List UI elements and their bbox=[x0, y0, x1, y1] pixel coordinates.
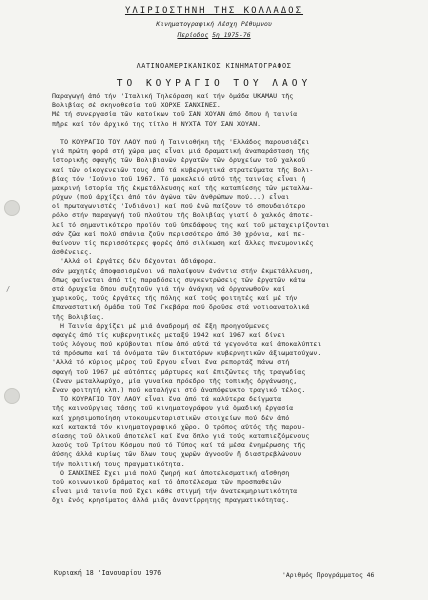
body-line: ὄχι ἑνός κρησίματος ἀλλά μιᾶς ἀναντίρρητης πραγματικότητας. bbox=[52, 496, 290, 505]
body-line: ρόλο στήν παραγωγή τοῦ πλούτου τῆς Βολιβίας γιατί ὁ χαλκός ἀποτε- bbox=[52, 211, 314, 220]
body-line: καί χρησιμοποίηση ντοκουμενταριστικῶν στοιχείων πού δέν ἀπό bbox=[52, 413, 290, 422]
body-line: ἀσθένειες. bbox=[52, 248, 93, 257]
body-line: Η Ταινία ἀρχίζει μέ μιά ἀναδρομή σέ ἕξη προηγούμενες bbox=[52, 321, 270, 330]
body-line: τήν πολιτική τους πραγματικότητα. bbox=[52, 459, 185, 468]
body-line: βίας τόν 'Ιούνιο τοῦ 1967. Τό μακελειό αὐτό τῆς ταινίας εἶναι ἡ bbox=[52, 174, 306, 183]
body-line: ὅπως φαίνεται ἀπό τίς παραδόσεις συγκεντρώσεις τῶν ἐργατῶν κάτω bbox=[52, 275, 306, 284]
body-line: Ο ΣΑΝΧΙΝΕΣ ἔχει μιά πολύ ζωηρή καί ἀποτελεσματική αἴσθηση bbox=[52, 468, 290, 477]
body-line: ἐπαναστατική ὁμάδα τοῦ Τσέ Γκεβάρα πού ὅροῦσε στά νοτιοανατολικά bbox=[52, 303, 310, 312]
body-line: 'Αλλά τό κύριος μέρος τοῦ ἔργου εἶναι ἕνα ρεπορτάζ πάνω στή bbox=[52, 358, 290, 367]
body-line: λεῖ τό σημαντικότερο προϊόν τοῦ ὑπεδάφους της καί τοῦ μεταχειρίζονται bbox=[52, 220, 330, 229]
body-line: σφαγή τοῦ 1967 μέ αὐτόπτες μάρτυρες καί ἐπιζῶντες τῆς τραγωδίας bbox=[52, 367, 306, 376]
section-heading: ΛΑΤΙΝΟΑΜΕΡΙΚΑΝΙΚΟΣ ΚΙΝΗΜΑΤΟΓΡΑΦΟΣ bbox=[136, 62, 292, 70]
body-line: 'Αλλά οἱ ἐργάτες δέν δέχονται ἀδιάφορα. bbox=[52, 257, 217, 266]
body-line: Παραγωγή ἀπό τήν 'Ιταλική Τηλεόραση καί τήν ὁμάδα UKAMAU τῆς bbox=[52, 92, 294, 100]
body-line: ΤΟ ΚΟΥΡΑΓΙΟ ΤΟΥ ΛΑΟΥ εἶναι ἕνα ἀπό τά καλύτερα δείγματα bbox=[52, 395, 282, 404]
body-line bbox=[52, 129, 392, 138]
season-label: Περίοδος bbox=[177, 31, 209, 39]
screening-date: Κυριακή 18 'Ιανουαρίου 1976 bbox=[54, 569, 162, 577]
body-line: χωρικοῦς, τούς ἐργάτες τῆς πόλης καί τούς φοιτητές καί μέ τήν bbox=[52, 294, 298, 303]
punch-hole bbox=[4, 200, 20, 216]
body-line: τῆς Βολιβίας. bbox=[52, 312, 105, 321]
body-line: γιά πρώτη φορά στή χώρα μας εἶναι μιά δραματική ἀναπαράσταση τῆς bbox=[52, 147, 310, 156]
body-line: ΤΟ ΚΟΥΡΑΓΙΟ ΤΟΥ ΛΑΟΥ πού ἡ Ταινιοθήκη τῆς 'Ελλάδος παρουσιάζει bbox=[52, 137, 310, 146]
body-line: τούς λόγους πού κρύβονται πίσω ἀπό αὐτά τά γεγονότα καί ἀποκαλύπτει bbox=[52, 340, 322, 349]
season-value: 5η 1975-76 bbox=[212, 31, 251, 39]
body-line: θαίνουν τίς περισσότερες φορές ἀπό σιλίκωση καί ἄλλες πνευμονικές bbox=[52, 239, 314, 247]
body-line: σίασης τοῦ ὁλικοῦ ἀποτελεῖ καί ἕνα ὅπλο γιά τούς καταπιεζόμενους bbox=[52, 431, 310, 440]
body-line: (ἕναν μεταλλωρύχο, μία γυναίκα πρόεδρο τῆς τοπικῆς ὀργάνωσης, bbox=[52, 376, 298, 385]
punch-hole bbox=[4, 388, 20, 404]
body-line: ἀύσης ἀλλά κυρίως τῶν ὅλων τους χωρῶν ἀγνοοῦν ἤ διαστρεβλώνουν bbox=[52, 450, 302, 459]
body-line: οἱ πρωταγωνιστές 'Ινδιάνοι) καί πού ἐνῶ παίζουν τό σπουδαιότερο bbox=[52, 202, 306, 211]
season-line bbox=[0, 31, 428, 39]
body-text bbox=[52, 92, 392, 505]
body-line: ρύχων (ποὐ ἀρχίζει ἀπό τόν ἀγώνα τῶν ἀνθρώπων πού...) εἶναι bbox=[52, 193, 290, 202]
body-line: καί τῶν οἰκογενειῶν τους ἀπό τά κυβερνητικά στρατεύματα τῆς Βολι- bbox=[52, 165, 314, 174]
program-number: 'Αριθμός Προγράμματος 46 bbox=[282, 571, 375, 579]
body-line: λαούς τοῦ Τρίτου Κόσμου πού τό Τύπος καί τά μέσα ἐνημέρωσης τῆς bbox=[52, 441, 306, 450]
body-line: καί κατακτά τόν κινηματογραφικό χῶρο. Ο τρόπος αὐτός τῆς παρου- bbox=[52, 422, 306, 431]
body-line: Μέ τή συνεργασία τῶν κατοίκων τοῦ ΣΑΝ ΧΟΥΑΝ ἀπό ὅπου ἡ ταινία bbox=[52, 110, 298, 119]
body-line: ἱστορικῆς σφαγῆς τῶν Βολιβιανῶν ἐργατῶν τῶν ὀρυχείων τοῦ χαλκοῦ bbox=[52, 156, 306, 165]
body-line: τῆς καινούργιας τάσης τοῦ κινηματογράφου γιά ὁμαδική ἐργασία bbox=[52, 404, 294, 413]
body-line: σάν μαχητές ἀποφασισμένοι νά παλαίψουν ἐνάντια στήν ἐκμετάλλευση, bbox=[52, 266, 314, 275]
body-line: πῆρε καί τόν ἀρχικό της τίτλο Η ΝΥΧΤΑ ΤΟΥ ΣΑΝ ΧΟΥΑΝ. bbox=[52, 119, 262, 128]
body-line: σάν ζῶα καί πολύ σπάνια ζοῦν περισσότερο ἀπό 30 χρόνια, καί πε- bbox=[52, 229, 306, 238]
film-title: ΤΟ ΚΟΥΡΑΓΙΟ ΤΟΥ ΛΑΟΥ bbox=[116, 78, 312, 89]
body-line: ἕναν φοιτητή κλπ.) πού καταλήγει στό ἀναπόφευκτο τραγικό τέλος. bbox=[52, 386, 306, 394]
body-line: Βολιβίας σέ σκηνοθεσία τοῦ ΧΟΡΧΕ ΣΑΝΧΙΝΕΣ. bbox=[52, 101, 221, 110]
margin-mark: / bbox=[6, 285, 11, 293]
body-line: τά πρόσωπα καί τά ὀνόματα τῶν δικτατόρων κυβερνητικῶν ἀξιωματούχων. bbox=[52, 349, 322, 358]
body-line: σφαγές ἀπό τίς κυβερνητικές μεταξύ 1942 καί 1967 καί δίνει bbox=[52, 330, 286, 339]
club-title: ΥΛΙΡΙΟΣΤΗΝΗ ΤΗΣ ΚΟΛΛΑΔΟΣ bbox=[124, 6, 304, 16]
body-line: τοῦ κοινωνικοῦ δράματος καί τό ἀποτέλεσμα τῶν προσπαθειῶν bbox=[52, 477, 282, 486]
body-line: στά ὀρυχεῖα ὅπου συζητοῦν γιά τήν ἀνάγκη νά ὀργανωθοῦν καί bbox=[52, 284, 286, 293]
body-line: εἶναι μιά ταινία πού ἔχει κάθε στιγμή τήν ἀνατεκμηριωτικότητα bbox=[52, 487, 298, 496]
body-line: μακρινή ἱστορία τῆς ἐκμετάλλευσης καί τῆς καταπίεσης τῶν μεταλλω- bbox=[52, 183, 314, 192]
club-subtitle: Κινηματογραφική Λέσχη Ρέθυμνου bbox=[156, 20, 272, 28]
